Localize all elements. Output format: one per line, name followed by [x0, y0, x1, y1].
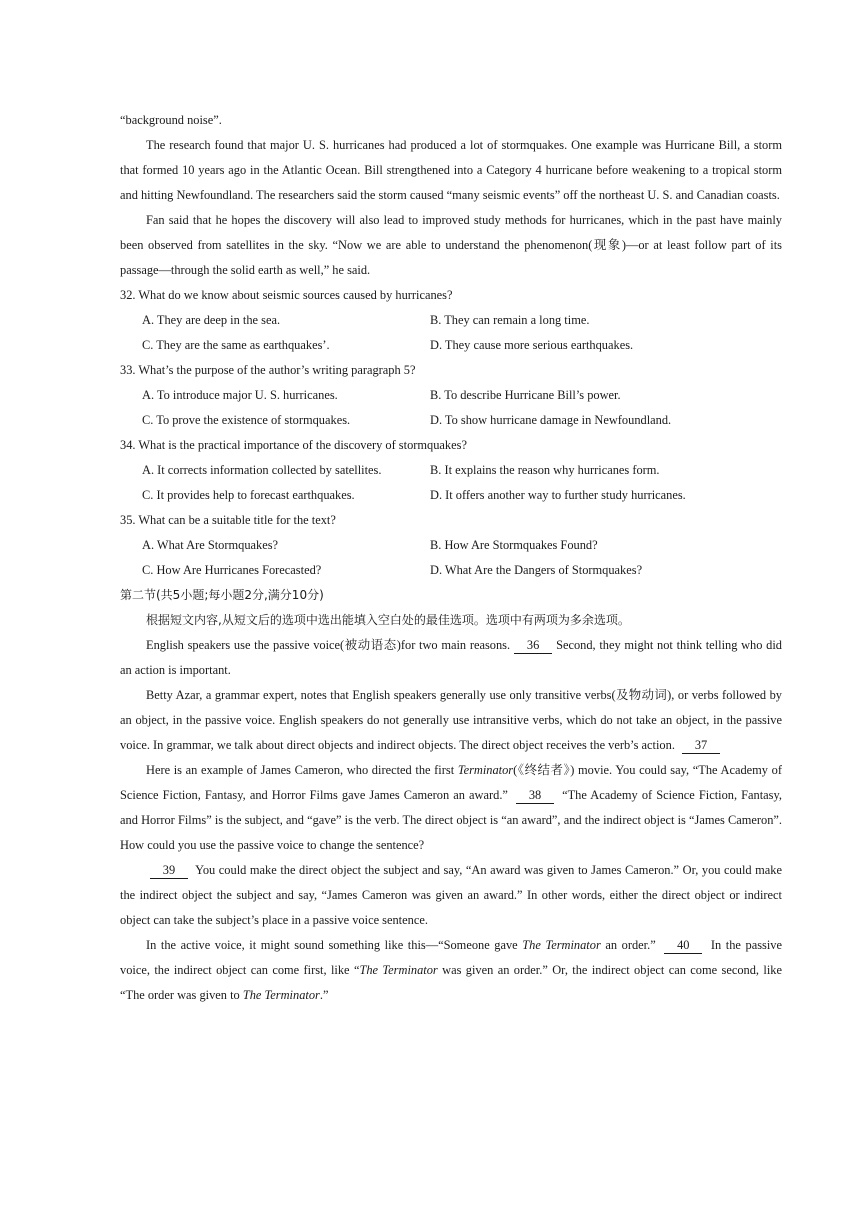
cloze-paragraph-5: [120, 933, 782, 1008]
option-c: C. They are the same as earthquakes’.: [142, 338, 330, 352]
option-b: B. They can remain a long time.: [430, 313, 590, 327]
passage-paragraph: Fan said that he hopes the discovery will also lead to improved study methods for hurricanes, which in the past have mainly been observed from satellites in the sky. “Now we are able to understand the phenomenon(现象)—or at least follow part of its passage—through the solid earth as well,” he said.: [120, 213, 782, 277]
option-c: C. It provides help to forecast earthquakes.: [142, 488, 355, 502]
question-33: [120, 358, 782, 433]
option-a: A. It corrects information collected by satellites.: [142, 463, 382, 477]
blank-38: 38: [516, 788, 554, 804]
question-stem: 34. What is the practical importance of the discovery of stormquakes?: [120, 438, 467, 452]
question-32: [120, 283, 782, 358]
option-c: C. How Are Hurricanes Forecasted?: [142, 563, 322, 577]
section-instruction: 根据短文内容,从短文后的选项中选出能填入空白处的最佳选项。选项中有两项为多余选项。: [146, 613, 630, 627]
question-stem: 35. What can be a suitable title for the text?: [120, 513, 336, 527]
option-b: B. How Are Stormquakes Found?: [430, 538, 598, 552]
option-d: D. What Are the Dangers of Stormquakes?: [430, 563, 643, 577]
option-row: [120, 558, 782, 583]
option-a: A. What Are Stormquakes?: [142, 538, 279, 552]
cloze-paragraph-2: [120, 683, 782, 758]
exam-page: [120, 108, 782, 1008]
option-row: [120, 383, 782, 408]
cloze-text: “The Academy of Science Fiction, Fantasy, and Horror Films” is the subject, and “gave” is the verb. The direct object is “an award”, and the indirect object is “James Cameron”. How could you use the passive voice to change the sentence?: [120, 788, 782, 852]
cloze-text: was given an order.” Or, the indirect object can come second, like “The order was given to: [120, 963, 782, 1002]
cloze-text: an order.”: [605, 938, 656, 952]
option-d: D. They cause more serious earthquakes.: [430, 338, 634, 352]
option-row: [120, 458, 782, 483]
option-row: [120, 533, 782, 558]
cloze-text: Second, they might not think telling who did an action is important.: [120, 638, 782, 677]
cloze-text: Betty Azar, a grammar expert, notes that English speakers generally use only transitive verbs(及物动词), or verbs followed by an object, in the passive voice. English speakers do not generally use intransitive verbs, which do not take an object, in the passive voice. In grammar, we talk about direct objects and indirect objects. The direct object receives the verb’s action.: [120, 688, 782, 752]
cloze-paragraph-1: [120, 633, 782, 683]
cloze-text: English speakers use the passive voice(被动语态)for two main reasons.: [146, 638, 511, 652]
option-c: C. To prove the existence of stormquakes.: [142, 413, 351, 427]
blank-37: 37: [682, 738, 720, 754]
option-b: B. To describe Hurricane Bill’s power.: [430, 388, 621, 402]
film-title: Terminator: [457, 763, 514, 777]
blank-39: 39: [150, 863, 188, 879]
passage-paragraph: “background noise”.: [120, 113, 222, 127]
film-title: The Terminator: [359, 963, 438, 977]
film-title: The Terminator: [522, 938, 601, 952]
option-row: [120, 308, 782, 333]
option-d: D. It offers another way to further study hurricanes.: [430, 488, 686, 502]
section-heading: 第二节(共5小题;每小题2分,满分10分): [120, 588, 324, 602]
option-row: [120, 408, 782, 433]
blank-40: 40: [664, 938, 702, 954]
film-title-zh: (《终结者》): [513, 763, 575, 777]
question-stem: 32. What do we know about seismic sources caused by hurricanes?: [120, 288, 453, 302]
cloze-text: Here is an example of James Cameron, who directed the first: [146, 763, 455, 777]
option-a: A. They are deep in the sea.: [142, 313, 281, 327]
cloze-paragraph-3: [120, 758, 782, 858]
question-34: [120, 433, 782, 508]
option-d: D. To show hurricane damage in Newfoundland.: [430, 413, 672, 427]
cloze-text: In the active voice, it might sound something like this—“Someone gave: [146, 938, 518, 952]
film-title: The Terminator: [242, 988, 320, 1002]
question-stem: 33. What’s the purpose of the author’s writing paragraph 5?: [120, 363, 416, 377]
question-35: [120, 508, 782, 583]
passage-paragraph: The research found that major U. S. hurricanes had produced a lot of stormquakes. One example was Hurricane Bill, a storm that formed 10 years ago in the Atlantic Ocean. Bill strengthened into a Category 4 hurricane before weakening to a tropical storm and hitting Newfoundland. The researchers said the storm caused “many seismic events” off the northeast U. S. and Canadian coasts.: [120, 138, 782, 202]
blank-36: 36: [514, 638, 552, 654]
cloze-paragraph-4: [120, 858, 782, 933]
cloze-text: In the passive voice, the indirect object can come first, like “: [120, 938, 782, 977]
cloze-text: You could make the direct object the subject and say, “An award was given to James Cameron.” Or, you could make the indirect object the subject and say, “James Cameron was given an award.” In other words, either the direct object or indirect object can take the subject’s place in a passive voice sentence.: [120, 863, 782, 927]
cloze-text: .”: [319, 988, 329, 1002]
option-a: A. To introduce major U. S. hurricanes.: [142, 388, 338, 402]
option-b: B. It explains the reason why hurricanes form.: [430, 463, 660, 477]
option-row: [120, 483, 782, 508]
cloze-text: movie. You could say, “The Academy of Science Fiction, Fantasy, and Horror Films gave James Cameron an award.”: [120, 763, 782, 802]
option-row: [120, 333, 782, 358]
